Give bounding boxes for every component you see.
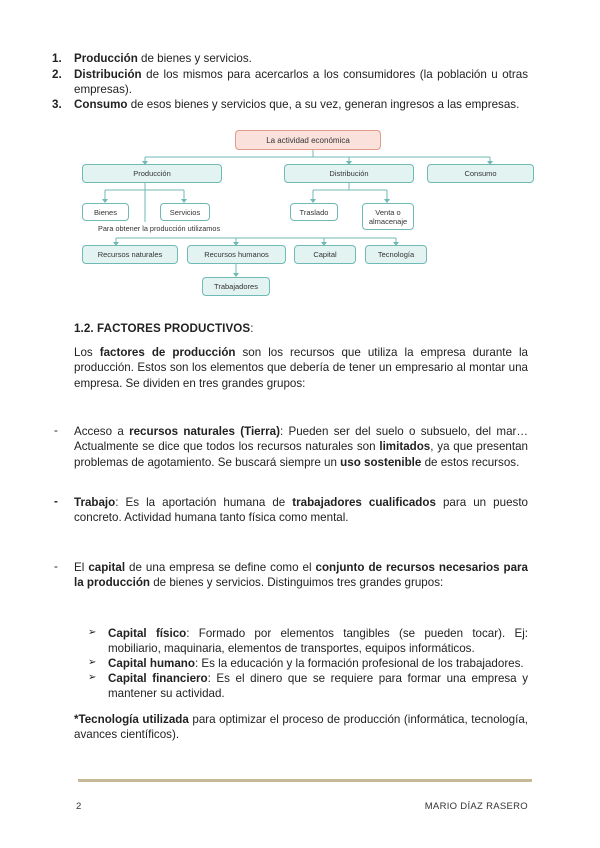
bullet-bold: uso sostenible [340,455,422,469]
bullet-text: de una empresa se define como el [125,561,316,574]
list-number: 1. [52,52,62,65]
intro-bold: factores de producción [99,346,236,359]
diagram-bienes-box: Bienes [82,203,129,221]
list-item-bold: Distribución [74,68,142,81]
intro-paragraph [74,345,528,391]
section-heading-mark: : [250,322,254,335]
diagram-produccion-box: Producción [82,164,222,183]
bullet-text: Acceso a [74,425,130,438]
footer-author: MARIO DÍAZ RASERO [424,801,528,812]
list-item-text: de los mismos para acercarlos a los consumidores (la población u otras empresas). [74,68,528,97]
capital-text: : Es el dinero que se requiere para formar una empresa y mantener su actividad. [108,672,529,701]
capital-text: : Es la educación y la formación profesional de los trabajadores. [194,657,524,670]
diagram-tecnologia-box: Tecnología [365,245,427,264]
list-item-2 [52,67,528,98]
capital-text: : Formado por elementos tangibles (se pueden tocar). Ej: mobiliario, maquinaria, elementos de transportes, equipos informáticos. [108,627,529,656]
list-item-3 [52,97,528,112]
note-text: para optimizar el proceso de producción (informática, tecnología, avances científicos). [74,713,528,742]
tecnologia-note [74,712,528,743]
capital-financiero-item [108,671,528,702]
bullet-text: : Pueden ser del suelo o subsuelo, del mar… Actualmente se dice que todos los recursos naturales son [74,425,528,454]
economic-activity-diagram [76,128,536,300]
arrow-bullet-icon: ➢ [88,672,97,683]
capital-bold: Capital físico [108,627,187,640]
bullet-text: de estos recursos. [421,455,520,469]
diagram-consumo-box: Consumo [427,164,534,183]
capital-fisico-item [108,626,528,657]
capital-bold: Capital humano [108,657,195,670]
capital-humano-item [108,656,538,671]
list-item-bold: Consumo [74,98,128,111]
bullet-text: de bienes y servicios. Distinguimos tres grandes grupos: [150,576,444,590]
bullet-dash: - [54,495,58,508]
note-bold: *Tecnología utilizada [74,713,189,726]
capital-bold: Capital financiero [108,672,208,685]
section-heading-text: 1.2. FACTORES PRODUCTIVOS [74,322,251,335]
bullet-bold: conjunto de recursos necesarios para la producción [74,561,528,590]
arrow-bullet-icon: ➢ [88,627,97,638]
diagram-servicios-box: Servicios [160,203,210,221]
diagram-title-box: La actividad económica [235,130,381,150]
list-item-text: de esos bienes y servicios que, a su vez, generan ingresos a las empresas. [127,98,520,111]
bullet-text: para un puesto concreto. Actividad humana tanto física como mental. [74,496,528,525]
bullet-text: El [74,561,89,574]
diagram-caption: Para obtener la producción utilizamos [98,224,221,233]
footer-divider [78,779,532,782]
section-heading [74,322,254,335]
diagram-traslado-box: Traslado [290,203,338,221]
bullet-capital [74,560,528,591]
bullet-bold: capital [88,561,126,574]
list-item-bold: Producción [74,52,138,65]
list-number: 2. [52,68,62,81]
arrow-bullet-icon: ➢ [88,657,97,668]
bullet-dash: - [54,424,58,437]
list-item-1 [52,51,528,66]
diagram-recursos-humanos-box: Recursos humanos [187,245,286,264]
list-item-text: de bienes y servicios. [137,52,252,65]
bullet-bold: trabajadores cualificados [292,496,436,509]
diagram-capital-box: Capital [294,245,356,264]
diagram-recursos-naturales-box: Recursos naturales [82,245,178,264]
bullet-bold: recursos naturales (Tierra) [129,425,280,438]
list-number: 3. [52,98,62,111]
bullet-text: , ya que presentan problemas de agotamiento. Se buscará siempre un [74,440,528,469]
bullet-trabajo [74,495,528,526]
intro-text: Los [74,346,100,359]
diagram-venta-box: Venta o almacenaje [362,203,414,230]
bullet-dash: - [54,560,58,573]
bullet-recursos-naturales [74,424,528,470]
page-number: 2 [76,801,82,812]
bullet-bold: Trabajo [74,496,116,509]
bullet-text: : Es la aportación humana de [115,496,293,509]
diagram-distribucion-box: Distribución [284,164,414,183]
diagram-trabajadores-box: Trabajadores [202,277,270,296]
intro-text: son los recursos que utiliza la empresa durante la producción. Estos son los elementos que debería de tener un empresario al montar una empresa. Se dividen en tres grandes grupos: [74,346,528,390]
bullet-bold: limitados [379,440,431,454]
